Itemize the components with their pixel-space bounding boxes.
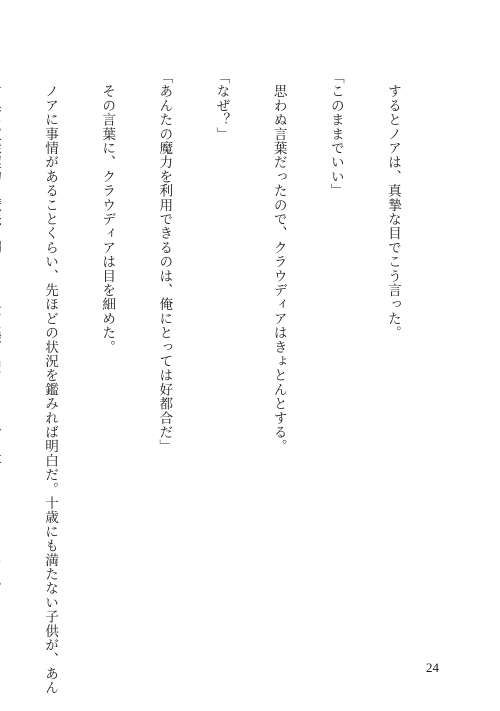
text-line <box>0 70 2 630</box>
page-number: 24 <box>426 660 439 675</box>
text-line: ノアに事情があることくらい、先ほどの状況を鑑みれば明白だ。十歳にも満たない子供が、あん <box>42 70 59 695</box>
text-line: 「なぜ？」 <box>213 70 230 141</box>
text-line: その言葉に、クラウディアは目を細めた。 <box>99 70 116 354</box>
text-line: するとノアは、真摯な目でこう言った。 <box>384 70 401 340</box>
text-line: 「あんたの魔力を利用できるのは、俺にとっては好都合だ」 <box>156 70 173 454</box>
text-line: 「このままでいい」 <box>327 70 344 198</box>
text-line: 思わぬ言葉だったので、クラウディアはきょとんとする。 <box>270 70 287 454</box>
